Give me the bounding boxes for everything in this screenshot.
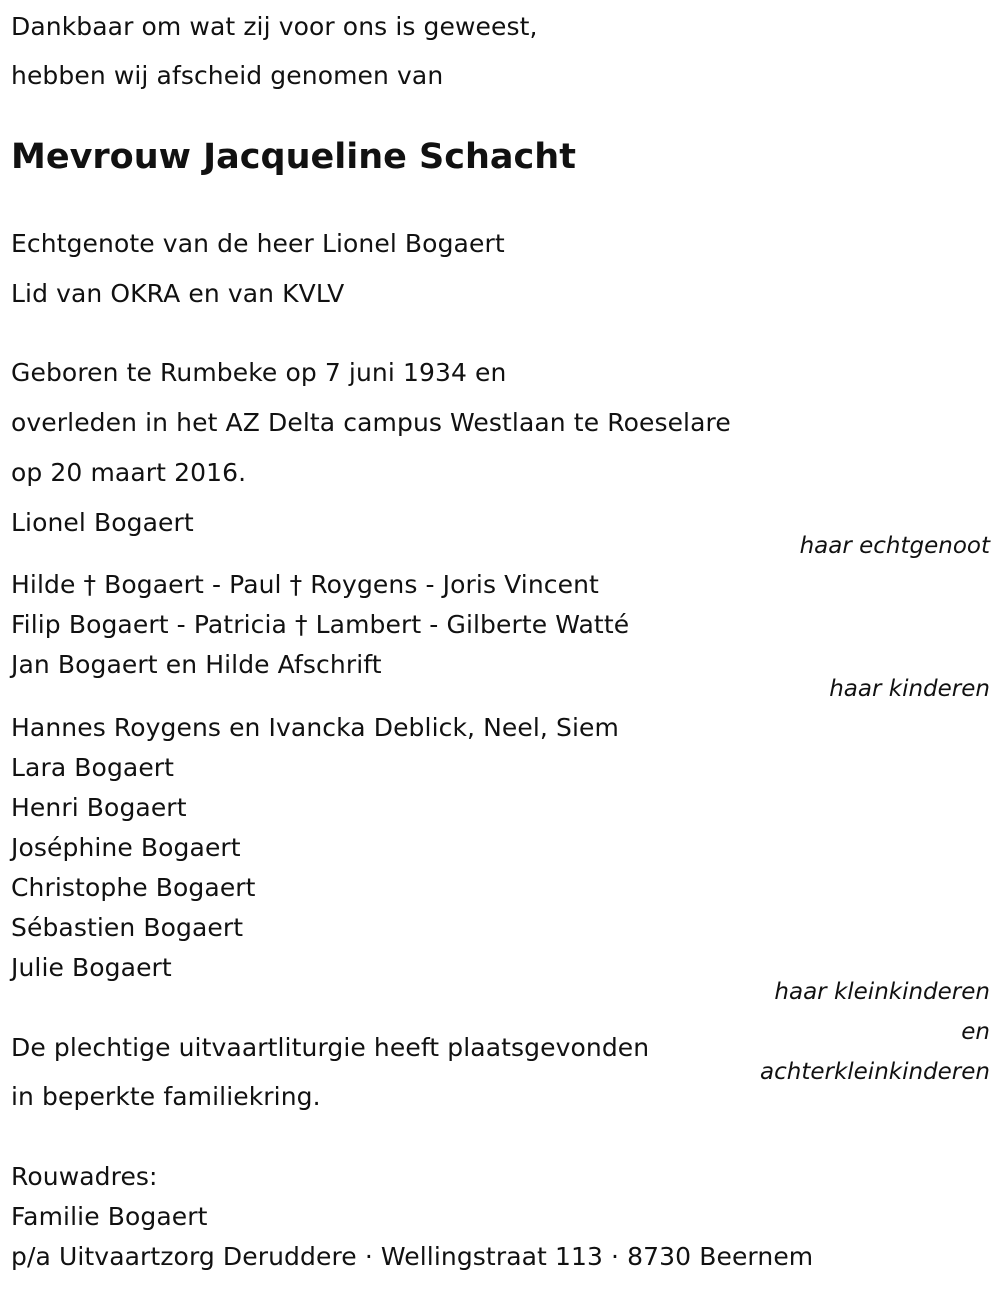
relation-children: haar kinderen xyxy=(829,676,990,702)
grandchild-line-3: Henri Bogaert xyxy=(11,793,187,822)
grandchild-line-4: Joséphine Bogaert xyxy=(11,833,241,862)
spouse-line: Echtgenote van de heer Lionel Bogaert xyxy=(11,229,505,258)
intro-line-1: Dankbaar om wat zij voor ons is geweest, xyxy=(11,12,538,41)
grandchild-line-6: Sébastien Bogaert xyxy=(11,913,244,942)
relation-spouse: haar echtgenoot xyxy=(799,533,990,559)
spouse-name: Lionel Bogaert xyxy=(11,508,194,537)
child-line-3: Jan Bogaert en Hilde Afschrift xyxy=(11,650,382,679)
born-line: Geboren te Rumbeke op 7 juni 1934 en xyxy=(11,358,507,387)
address-line: p/a Uitvaartzorg Deruddere · Wellingstraat 113 · 8730 Beernem xyxy=(11,1242,814,1271)
membership-line: Lid van OKRA en van KVLV xyxy=(11,279,345,308)
intro-line-2: hebben wij afscheid genomen van xyxy=(11,61,444,90)
relation-grandchildren-2: en xyxy=(961,1019,990,1045)
grandchild-line-2: Lara Bogaert xyxy=(11,753,175,782)
grandchild-line-7: Julie Bogaert xyxy=(11,953,172,982)
address-family: Familie Bogaert xyxy=(11,1202,208,1231)
child-line-1: Hilde † Bogaert - Paul † Roygens - Joris Vincent xyxy=(11,570,599,599)
relation-grandchildren-3: achterkleinkinderen xyxy=(760,1059,990,1085)
deceased-name: Mevrouw Jacqueline Schacht xyxy=(11,137,576,177)
funeral-line-1: De plechtige uitvaartliturgie heeft plaatsgevonden xyxy=(11,1033,650,1062)
died-line: overleden in het AZ Delta campus Westlaan te Roeselare xyxy=(11,408,731,437)
date-line: op 20 maart 2016. xyxy=(11,458,247,487)
grandchild-line-5: Christophe Bogaert xyxy=(11,873,256,902)
relation-grandchildren-1: haar kleinkinderen xyxy=(774,979,990,1005)
grandchild-line-1: Hannes Roygens en Ivancka Deblick, Neel, Siem xyxy=(11,713,619,742)
address-label: Rouwadres: xyxy=(11,1162,158,1191)
child-line-2: Filip Bogaert - Patricia † Lambert - Gilberte Watté xyxy=(11,610,630,639)
funeral-line-2: in beperkte familiekring. xyxy=(11,1082,321,1111)
